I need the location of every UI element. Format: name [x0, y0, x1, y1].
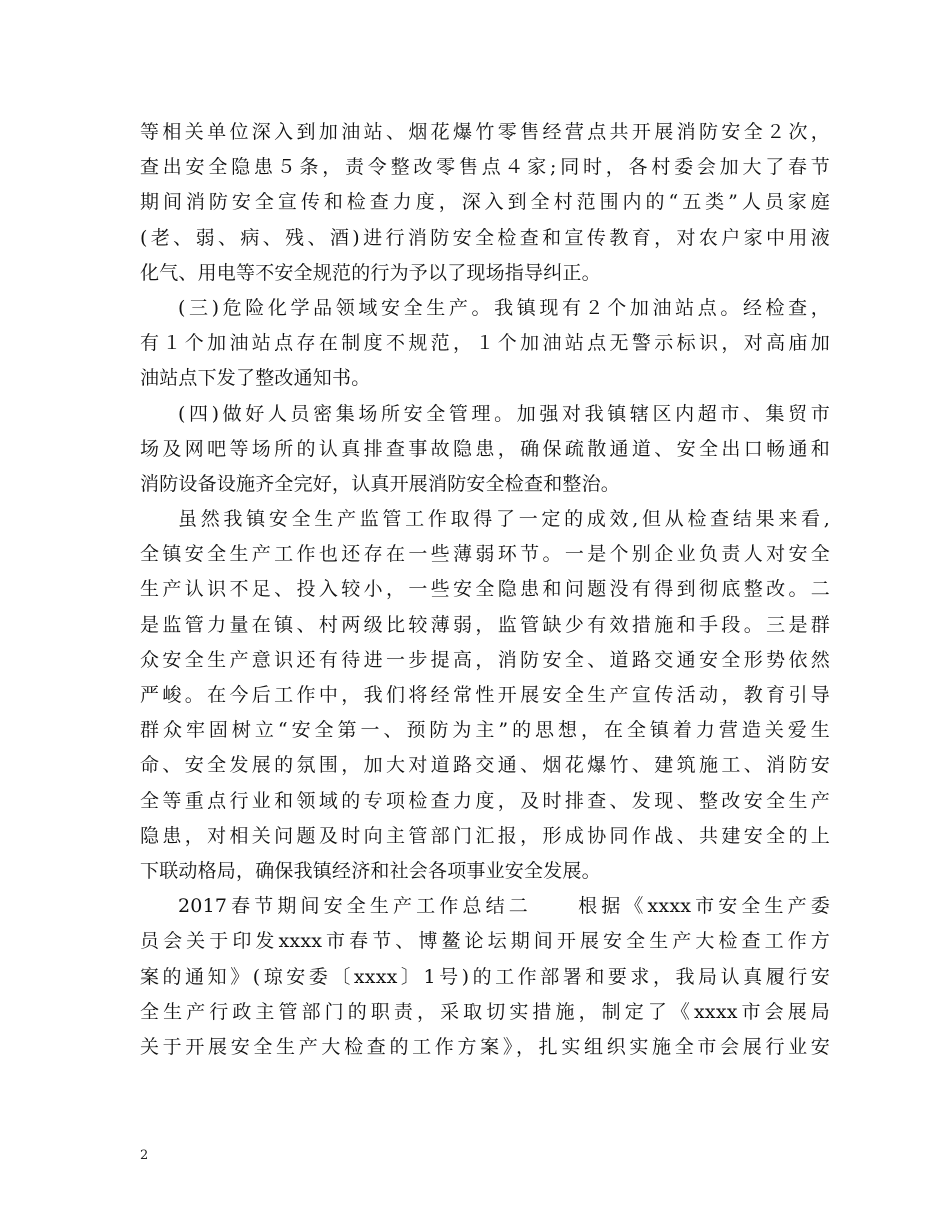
- text-line: 生产认识不足、投入较小，一些安全隐患和问题没有得到彻底整改。二: [140, 578, 830, 601]
- text-line: 查出安全隐患５条，责令整改零售点４家;同时，各村委会加大了春节: [140, 156, 830, 179]
- text-line: (四)做好人员密集场所安全管理。加强对我镇辖区内超市、集贸市: [178, 402, 830, 425]
- text-line: 下联动格局，确保我镇经济和社会各项事业安全发展。: [140, 859, 601, 882]
- text-line: 期间消防安全宣传和检查力度，深入到全村范围内的“五类”人员家庭: [140, 191, 830, 214]
- text-line: 全生产行政主管部门的职责，采取切实措施，制定了《xxxx市会展局: [140, 1000, 830, 1023]
- text-line: 员会关于印发xxxx市春节、博鳌论坛期间开展安全生产大检查工作方: [140, 930, 830, 953]
- text-line: 消防设备设施齐全完好，认真开展消防安全检查和整治。: [140, 472, 621, 495]
- text-line: (老、弱、病、残、酒)进行消防安全检查和宣传教育，对农户家中用液: [140, 226, 830, 249]
- text-line: 全等重点行业和领域的专项检查力度，及时排查、发现、整改安全生产: [140, 789, 830, 812]
- text-line: 关于开展安全生产大检查的工作方案》，扎实组织实施全市会展行业安: [140, 1035, 830, 1058]
- text-line: 场及网吧等场所的认真排查事故隐患，确保疏散通道、安全出口畅通和: [140, 437, 830, 460]
- document-body: [140, 115, 830, 1065]
- text-line: 全镇安全生产工作也还存在一些薄弱环节。一是个别企业负责人对安全: [140, 543, 830, 566]
- text-line: 是监管力量在镇、村两级比较薄弱，监管缺少有效措施和手段。三是群: [140, 613, 830, 636]
- text-line: 有１个加油站点存在制度不规范，１个加油站点无警示标识，对高庙加: [140, 332, 830, 355]
- text-line: (三)危险化学品领域安全生产。我镇现有２个加油站点。经检查，: [178, 296, 830, 319]
- text-line: 油站点下发了整改通知书。: [140, 367, 371, 390]
- text-line: 众安全生产意识还有待进一步提高，消防安全、道路交通安全形势依然: [140, 648, 830, 671]
- text-line: 案的通知》(琼安委〔xxxx〕1号)的工作部署和要求，我局认真履行安: [140, 965, 830, 988]
- text-line: 群众牢固树立“安全第一、预防为主”的思想，在全镇着力营造关爱生: [140, 719, 830, 742]
- text-line: 2017春节期间安全生产工作总结二 根据《xxxx市安全生产委: [178, 895, 830, 918]
- page-number: 2: [140, 1148, 149, 1163]
- text-line: 化气、用电等不安全规范的行为予以了现场指导纠正。: [140, 261, 601, 284]
- text-line: 隐患，对相关问题及时向主管部门汇报，形成协同作战、共建安全的上: [140, 824, 830, 847]
- text-line: 严峻。在今后工作中，我们将经常性开展安全生产宣传活动，教育引导: [140, 684, 830, 706]
- text-line: 虽然我镇安全生产监管工作取得了一定的成效,但从检查结果来看,: [178, 508, 830, 531]
- text-line: 命、安全发展的氛围，加大对道路交通、烟花爆竹、建筑施工、消防安: [140, 754, 830, 777]
- text-line: 等相关单位深入到加油站、烟花爆竹零售经营点共开展消防安全２次，: [140, 121, 830, 143]
